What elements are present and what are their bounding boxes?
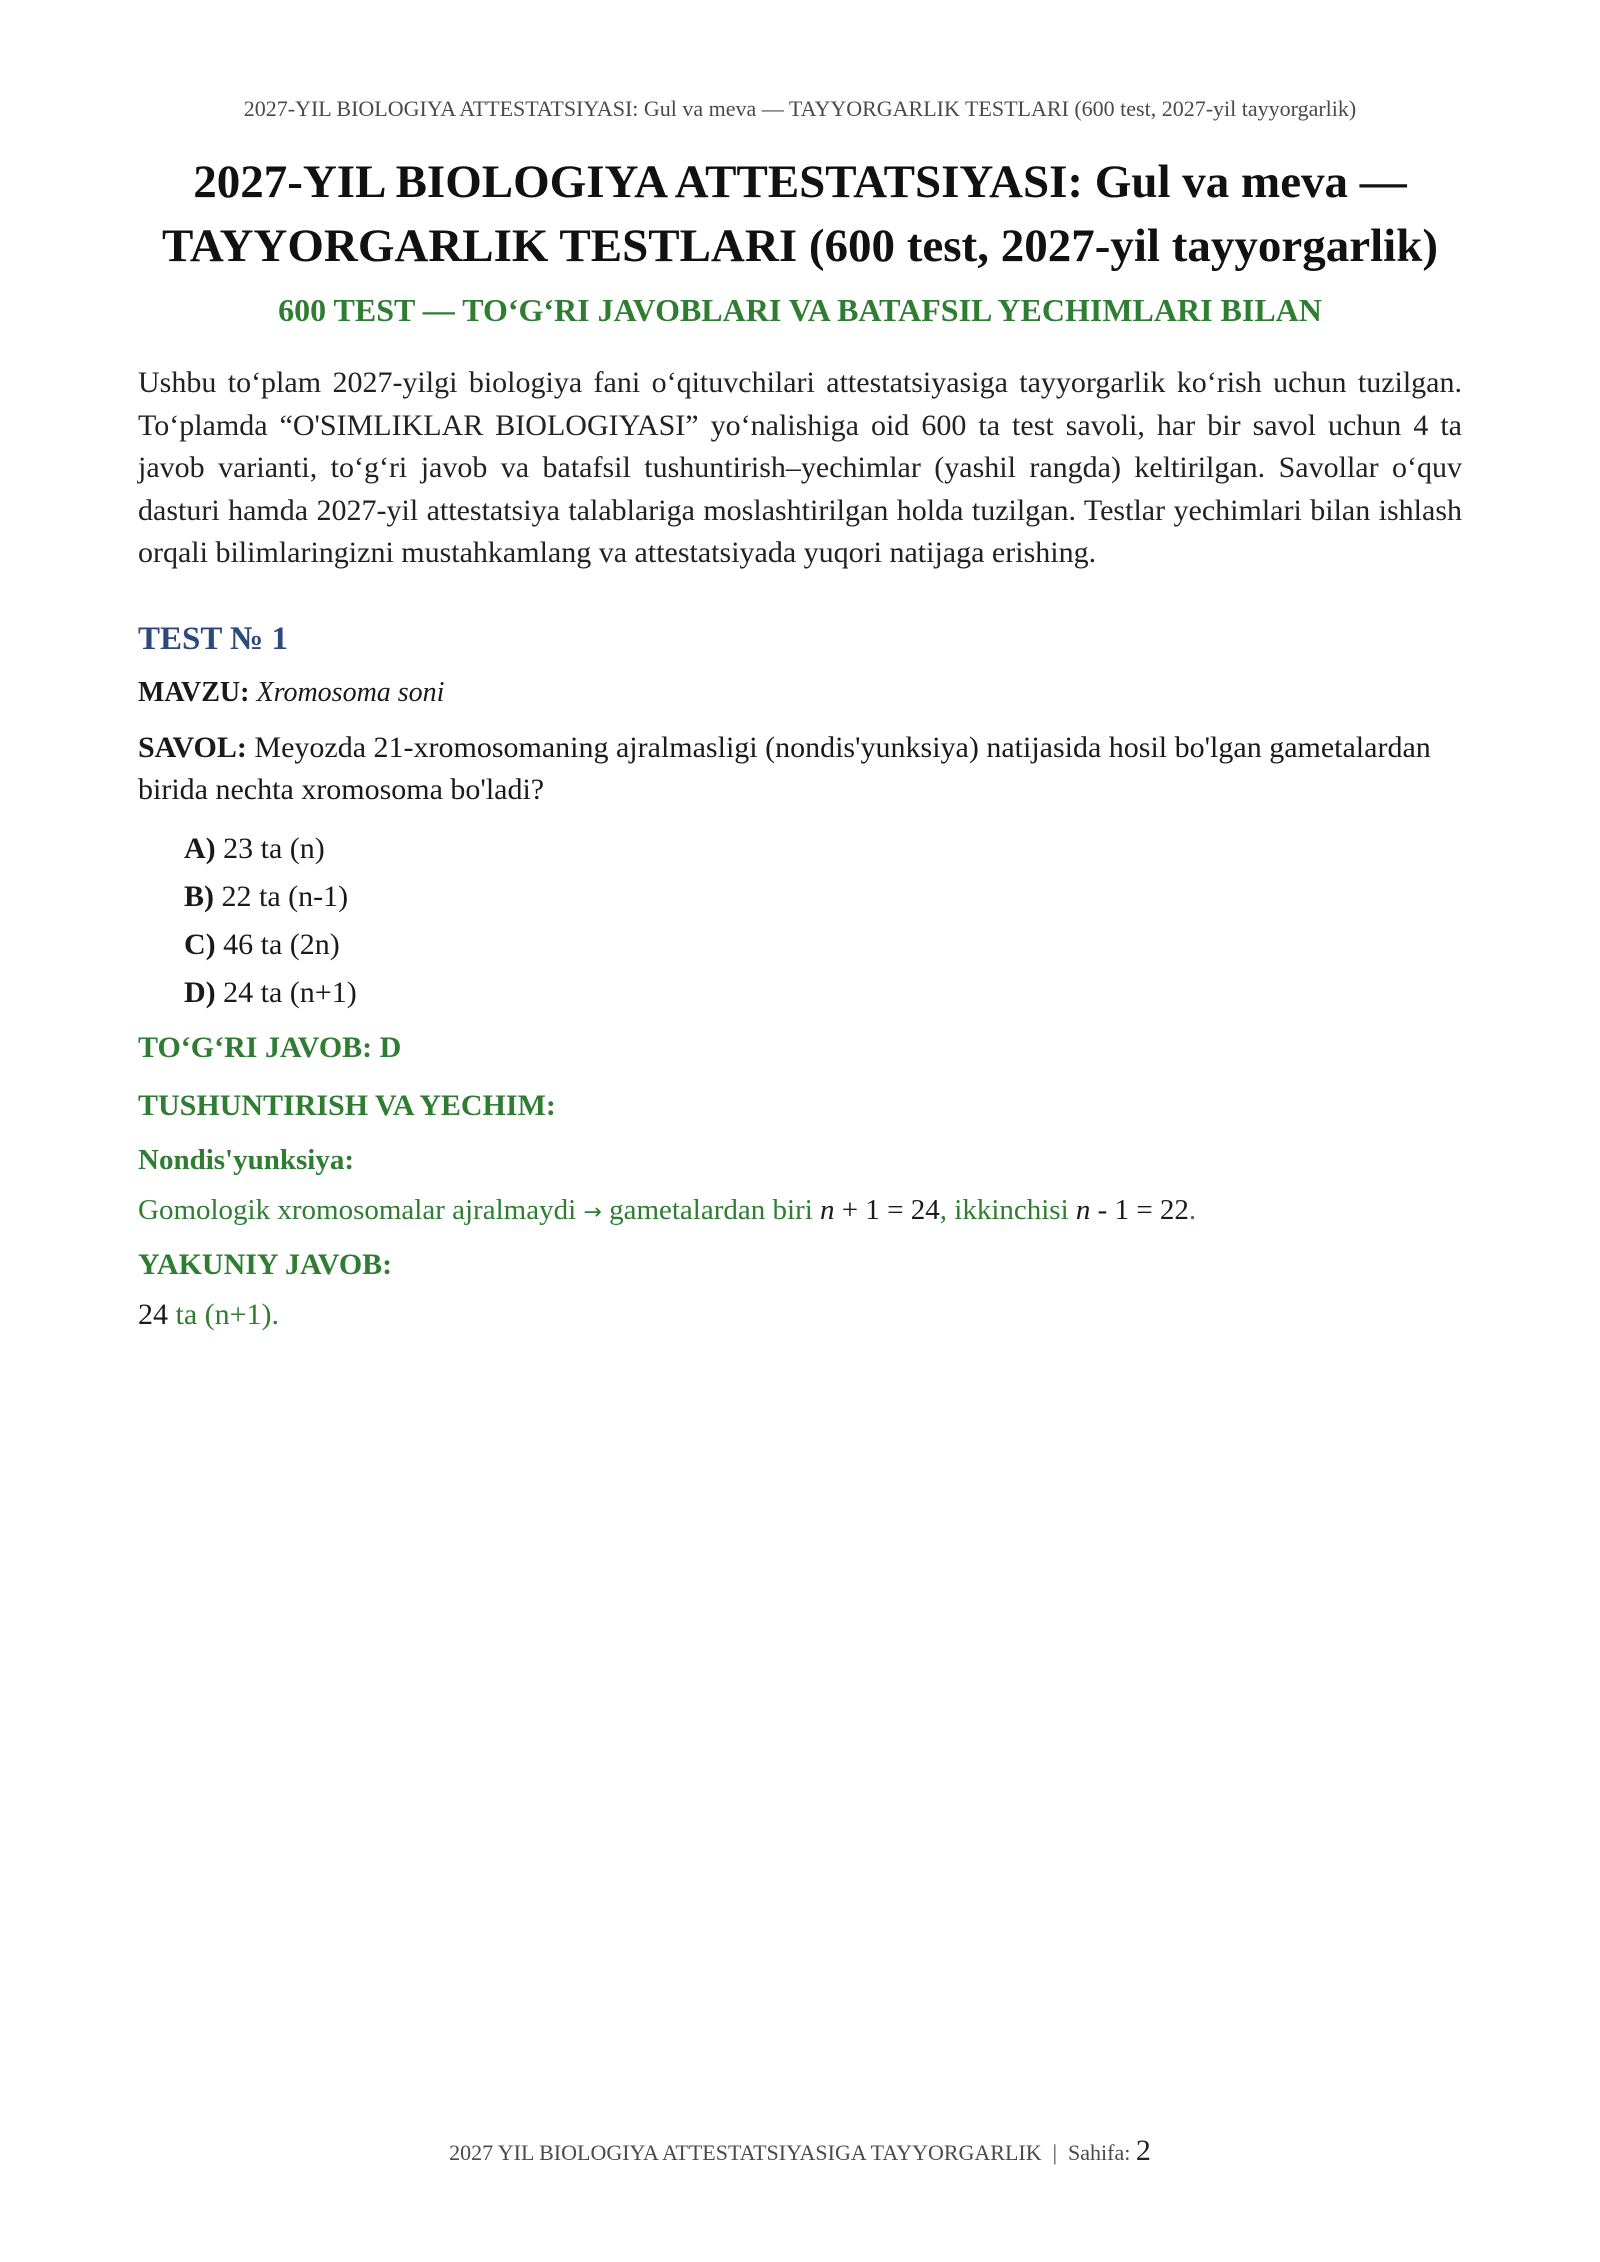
question-text: Meyozda 21-xromosomaning ajralmasligi (nondis'yunksiya) natijasida hosil bo'lgan gametalardan birida nechta xromosoma bo'ladi? xyxy=(138,730,1431,806)
topic-label: MAVZU: xyxy=(138,676,250,708)
option-a xyxy=(184,825,1462,873)
page-content xyxy=(138,150,1462,1336)
page-footer xyxy=(0,2134,1600,2168)
option-text: 23 ta (n) xyxy=(223,831,325,865)
option-letter: B) xyxy=(184,879,214,913)
option-text: 24 ta (n+1) xyxy=(223,975,357,1009)
topic-value: Xromosoma soni xyxy=(256,676,445,708)
footer-page-label: Sahifa: xyxy=(1068,2140,1131,2165)
topic-line xyxy=(138,673,1462,713)
math-variable: n xyxy=(1075,1193,1091,1226)
arrow-right-icon: → xyxy=(583,1199,602,1225)
test-heading: TEST № 1 xyxy=(138,620,288,657)
title-line-1: 2027-YIL BIOLOGIYA ATTESTATSIYASI: Gul va meva — xyxy=(193,156,1407,208)
option-b xyxy=(184,873,1462,921)
page-number: 2 xyxy=(1135,2134,1151,2167)
answer-options xyxy=(184,825,1462,1017)
footer-text: 2027 YIL BIOLOGIYA ATTESTATSIYASIGA TAYYORGARLIK xyxy=(449,2140,1042,2165)
title-line-2: TAYYORGARLIK TESTLARI (600 test, 2027-yil tayyorgarlik) xyxy=(161,220,1439,272)
correct-answer: TO‘G‘RI JAVOB: D xyxy=(138,1030,402,1064)
footer-separator: | xyxy=(1052,2140,1058,2165)
math-variable: n xyxy=(820,1193,835,1226)
explanation-subheading: Nondis'yunksiya: xyxy=(138,1143,354,1176)
option-text: 22 ta (n-1) xyxy=(221,879,349,913)
final-answer-unit: ta (n+1). xyxy=(175,1297,280,1331)
option-text: 46 ta (2n) xyxy=(223,927,340,961)
intro-paragraph: Ushbu to‘plam 2027-yilgi biologiya fani o‘qituvchilari attestatsiyasiga tayyorgarlik ko‘rish uchun tuzilgan. To‘plamda “O'SIMLIKLAR BIOLOGIYASI” yo‘nalishiga oid 600 ta test savoli, har bir savol uchun 4 ta javob varianti, to‘g‘ri javob va batafsil tushuntirish–yechimlar (yashil rangda) keltirilgan. Savollar o‘quv dasturi hamda 2027-yil attestatsiya talablariga moslashtirilgan holda tuzilgan. Testlar yechimlari bilan ishlash orqali bilimlaringizni mustahkamlang va attestatsiyada yuqori natijaga erishing. xyxy=(138,366,1462,569)
question-block xyxy=(138,727,1462,811)
final-answer-heading: YAKUNIY JAVOB: xyxy=(138,1247,393,1281)
option-c xyxy=(184,921,1462,969)
option-letter: C) xyxy=(184,927,216,961)
running-header: 2027-YIL BIOLOGIYA ATTESTATSIYASI: Gul va meva — TAYYORGARLIK TESTLARI (600 test, 2027-yil tayyorgarlik) xyxy=(243,96,1357,121)
math-expression: + 1 = 24 xyxy=(834,1193,940,1226)
math-expression: - 1 = 22 xyxy=(1090,1193,1189,1226)
explanation-heading: TUSHUNTIRISH VA YECHIM: xyxy=(138,1088,556,1122)
explanation-part-1: Gomologik xromosomalar ajralmaydi xyxy=(138,1193,577,1226)
question-label: SAVOL: xyxy=(138,730,247,764)
explanation-text xyxy=(138,1189,1462,1234)
option-letter: A) xyxy=(184,831,216,865)
document-title xyxy=(138,150,1462,278)
final-answer-number: 24 xyxy=(138,1297,168,1331)
explanation-end: . xyxy=(1188,1193,1197,1226)
option-d xyxy=(184,969,1462,1017)
explanation-part-2: gametalardan biri xyxy=(609,1193,813,1226)
option-letter: D) xyxy=(184,975,216,1009)
final-answer xyxy=(138,1294,1462,1336)
document-subtitle: 600 TEST — TO‘G‘RI JAVOBLARI VA BATAFSIL YECHIMLARI BILAN xyxy=(278,292,1322,328)
explanation-part-3: , ikkinchisi xyxy=(939,1193,1069,1226)
